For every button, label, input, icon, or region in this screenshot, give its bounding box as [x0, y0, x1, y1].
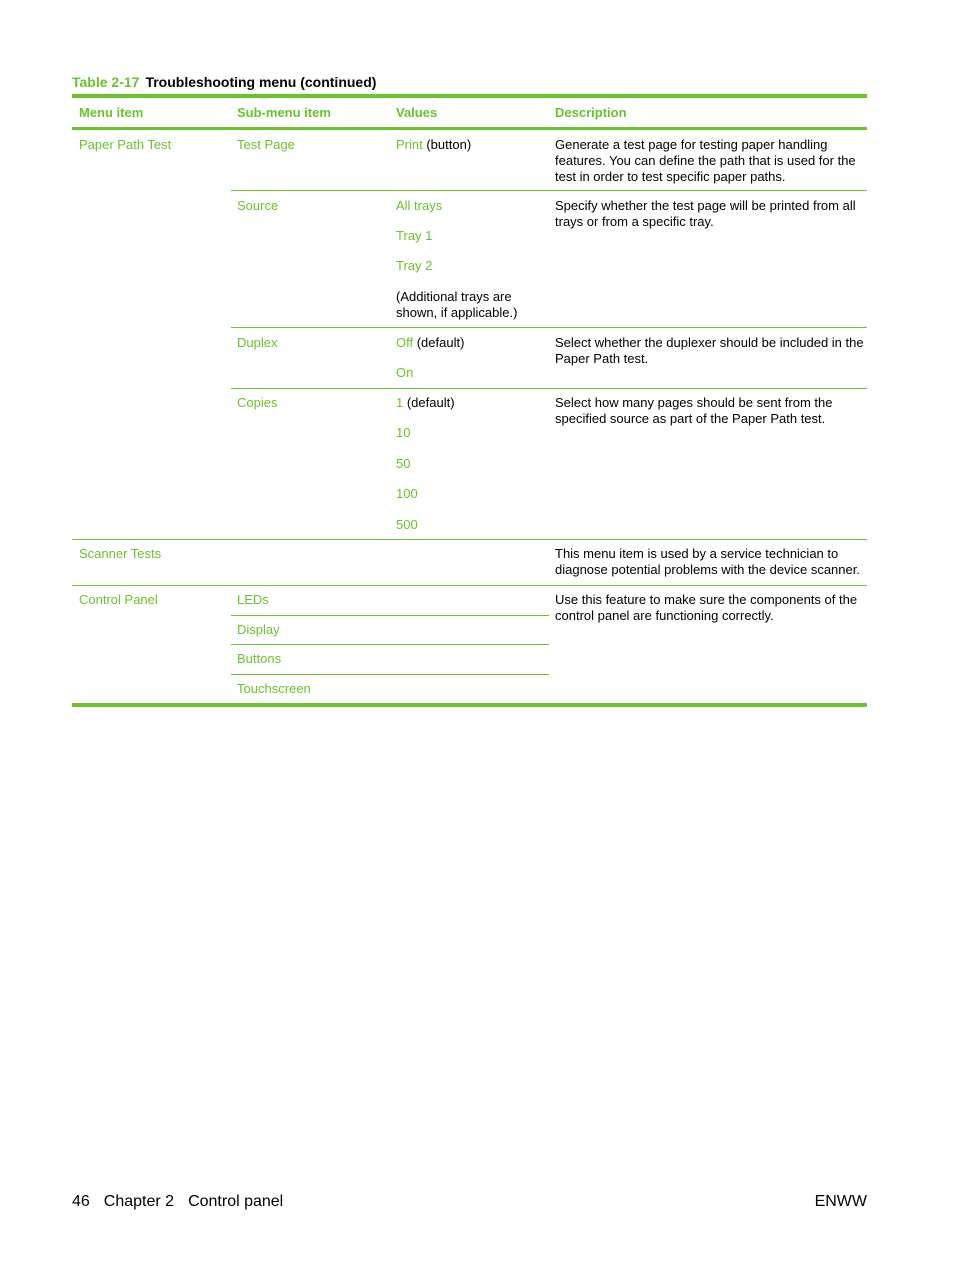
page-footer-left [72, 1193, 297, 1211]
value-tray-2[interactable]: Tray 2 [396, 258, 433, 273]
row-divider [231, 615, 549, 616]
value-500[interactable]: 500 [396, 517, 418, 532]
header-rule [72, 127, 867, 130]
sub-item-display[interactable]: Display [237, 622, 280, 637]
desc-copies: Select how many pages should be sent from the specified source as part of the Paper Path test. [555, 395, 833, 426]
header-sub-menu-item: Sub-menu item [237, 105, 331, 120]
value-print-link[interactable]: Print [396, 137, 423, 152]
header-description: Description [555, 105, 627, 120]
row-divider [231, 388, 867, 389]
value-50[interactable]: 50 [396, 456, 411, 471]
table-title: Troubleshooting menu (continued) [145, 74, 377, 90]
desc-scanner-tests: This menu item is used by a service technician to diagnose potential problems with the device scanner. [555, 546, 860, 577]
page-number: 46 [72, 1193, 90, 1210]
desc-source: Specify whether the test page will be printed from all trays or from a specific tray. [555, 198, 856, 229]
table-caption [72, 74, 376, 90]
desc-control-panel: Use this feature to make sure the components of the control panel are functioning correctly. [555, 592, 858, 623]
value-additional-trays-note: (Additional trays are shown, if applicable.) [396, 289, 518, 320]
sub-item-buttons[interactable]: Buttons [237, 651, 282, 666]
row-divider [231, 327, 867, 328]
menu-item-paper-path-test[interactable]: Paper Path Test [79, 137, 172, 152]
value-10[interactable]: 10 [396, 425, 411, 440]
sub-item-copies[interactable]: Copies [237, 395, 278, 410]
value-off-link[interactable]: Off [396, 335, 414, 350]
value-1-link[interactable]: 1 [396, 395, 404, 410]
row-divider [231, 190, 867, 191]
value-tray-1[interactable]: Tray 1 [396, 228, 433, 243]
table-top-rule [72, 94, 867, 98]
desc-duplex: Select whether the duplexer should be included in the Paper Path test. [555, 335, 864, 366]
sub-item-touchscreen[interactable]: Touchscreen [237, 681, 311, 696]
page-footer-right: ENWW [814, 1193, 867, 1210]
table-bottom-rule [72, 703, 867, 707]
header-values: Values [396, 105, 438, 120]
menu-item-scanner-tests[interactable]: Scanner Tests [79, 546, 162, 561]
value-on[interactable]: On [396, 365, 414, 380]
chapter-label: Chapter 2 [103, 1193, 175, 1210]
value-100[interactable]: 100 [396, 486, 418, 501]
row-divider [231, 674, 549, 675]
sub-item-test-page[interactable]: Test Page [237, 137, 295, 152]
table-number: Table 2-17 [72, 74, 140, 90]
row-divider [72, 539, 867, 540]
value-all-trays[interactable]: All trays [396, 198, 443, 213]
header-menu-item: Menu item [79, 105, 144, 120]
row-divider [72, 585, 867, 586]
value-off-default: Off (default) [396, 335, 465, 350]
desc-test-page: Generate a test page for testing paper handling features. You can define the path that is used for the test in order to test specific paper paths. [555, 137, 856, 184]
row-divider [231, 644, 549, 645]
sub-item-leds[interactable]: LEDs [237, 592, 269, 607]
value-1-default: 1 (default) [396, 395, 455, 410]
menu-item-control-panel[interactable]: Control Panel [79, 592, 158, 607]
section-label: Control panel [188, 1193, 284, 1210]
value-print: Print (button) [396, 137, 472, 152]
sub-item-duplex[interactable]: Duplex [237, 335, 278, 350]
sub-item-source[interactable]: Source [237, 198, 279, 213]
